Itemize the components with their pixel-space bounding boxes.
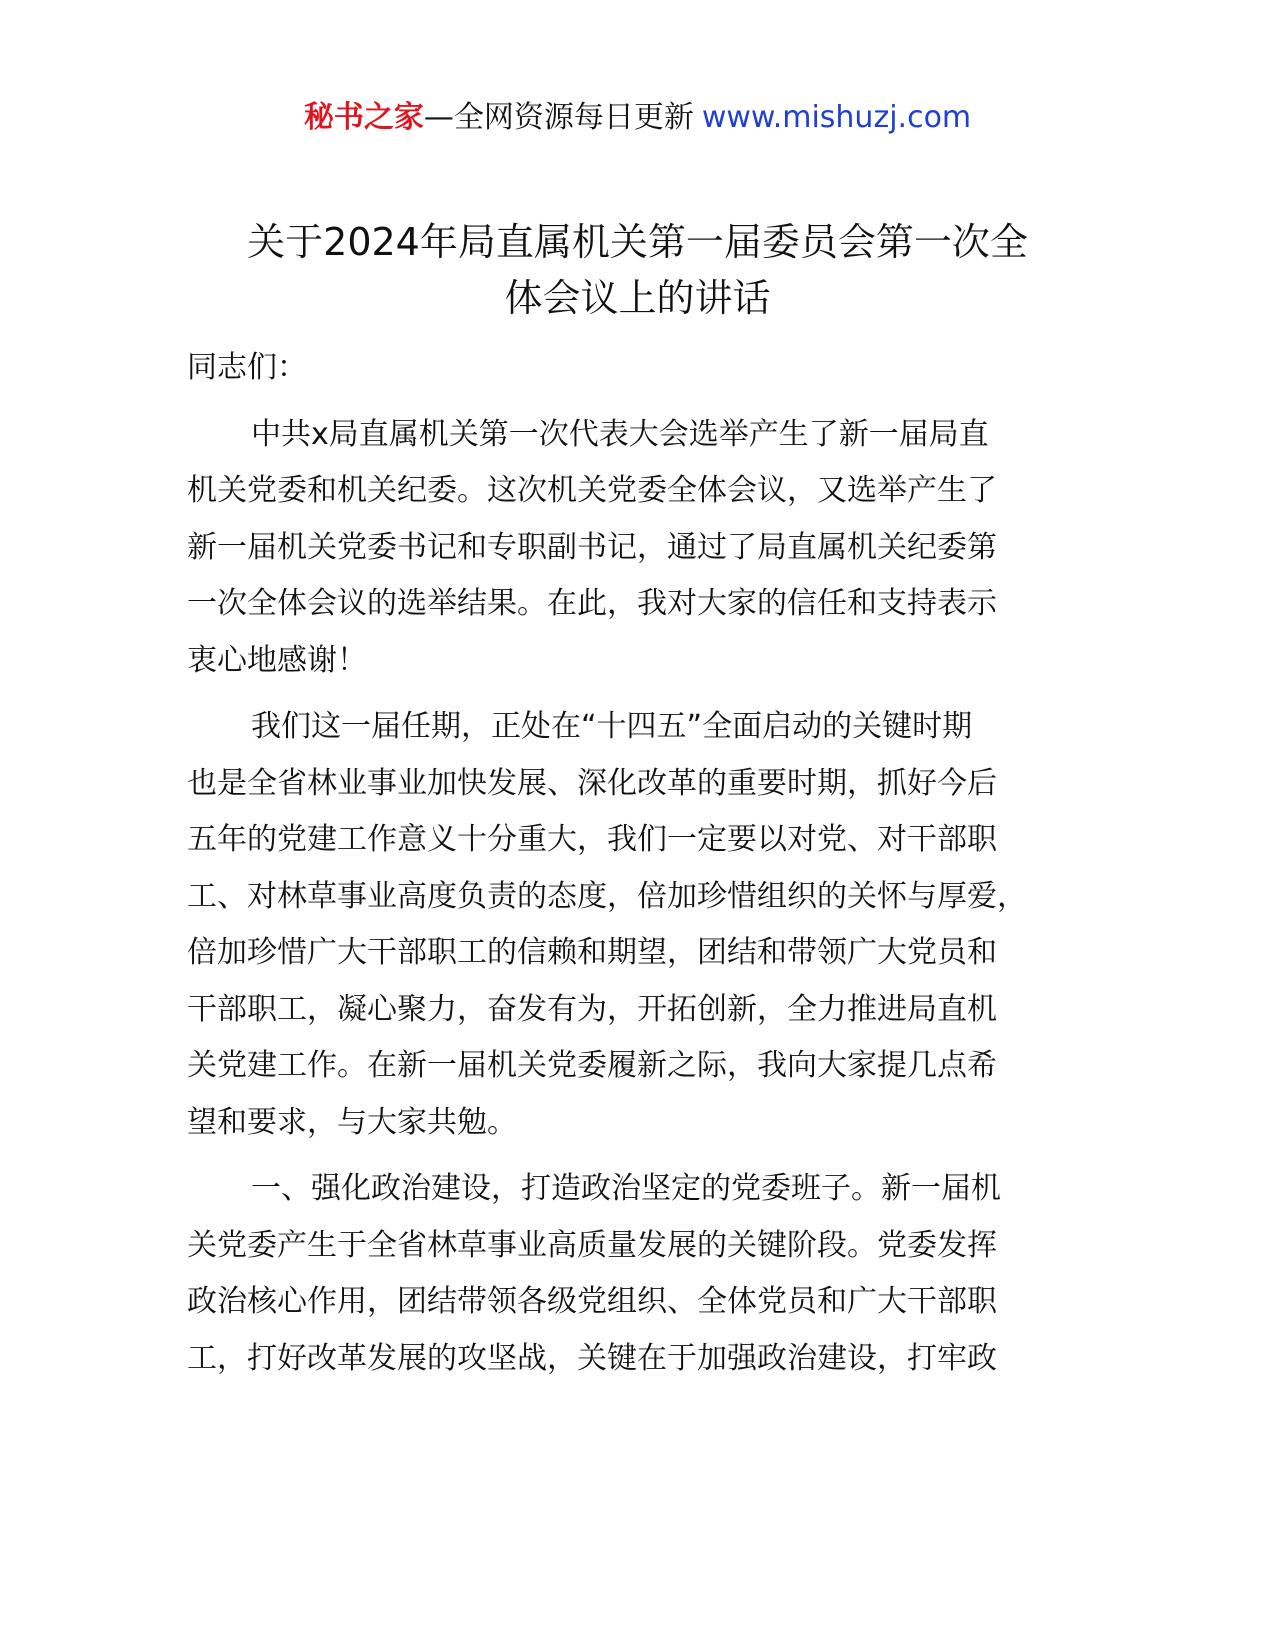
paragraph-line: 一次全体会议的选举结果。在此，我对大家的信任和支持表示 <box>187 586 997 621</box>
paragraph-line: 望和要求，与大家共勉。 <box>187 1104 517 1140</box>
paragraph-line: 工，打好改革发展的攻坚战，关键在于加强政治建设，打牢政 <box>187 1340 997 1376</box>
paragraph-line: 倍加珍惜广大干部职工的信赖和期望，团结和带领广大党员和 <box>187 935 997 970</box>
paragraph-line: 我们这一届任期，正处在“十四五”全面启动的关键时期 <box>251 709 973 744</box>
paragraph-line: 也是全省林业事业加快发展、深化改革的重要时期，抓好今后 <box>187 765 997 801</box>
salutation: 同志们： <box>187 350 307 385</box>
title-line: 体会议上的讲话 <box>504 276 771 320</box>
site-url-link[interactable]: www.mishuzj.com <box>701 100 972 135</box>
paragraph-line: 关党委产生于全省林草事业高质量发展的关键阶段。党委发挥 <box>187 1227 997 1263</box>
paragraph-line: 中共x局直属机关第一次代表大会选举产生了新一届局直 <box>251 416 989 452</box>
paragraph-line: 工、对林草事业高度负责的态度，倍加珍惜组织的关怀与厚爱， <box>187 878 1027 914</box>
title-line: 关于2024年局直属机关第一届委员会第一次全 <box>247 220 1028 264</box>
site-slogan: —全网资源每日更新 <box>423 100 694 135</box>
paragraph-line: 关党建工作。在新一届机关党委履新之际，我向大家提几点希 <box>187 1048 997 1083</box>
site-header <box>0 98 1275 138</box>
paragraph <box>187 699 1082 1151</box>
paragraph-line: 干部职工，凝心聚力，奋发有为，开拓创新，全力推进局直机 <box>187 991 997 1027</box>
paragraph-line: 机关党委和机关纪委。这次机关党委全体会议，又选举产生了 <box>187 473 997 508</box>
document-body <box>187 340 1082 1397</box>
paragraph-line: 一、强化政治建设，打造政治坚定的党委班子。新一届机 <box>251 1171 1001 1206</box>
paragraph <box>187 407 1082 690</box>
paragraph-line: 五年的党建工作意义十分重大，我们一定要以对党、对干部职 <box>187 822 997 857</box>
paragraph-line: 新一届机关党委书记和专职副书记，通过了局直属机关纪委第 <box>187 529 997 565</box>
site-brand: 秘书之家 <box>303 100 424 135</box>
paragraph-line: 政治核心作用，团结带领各级党组织、全体党员和广大干部职 <box>187 1284 997 1319</box>
paragraph-line: 衷心地感谢！ <box>187 642 367 678</box>
document-title <box>150 214 1125 326</box>
paragraph <box>187 1161 1082 1387</box>
